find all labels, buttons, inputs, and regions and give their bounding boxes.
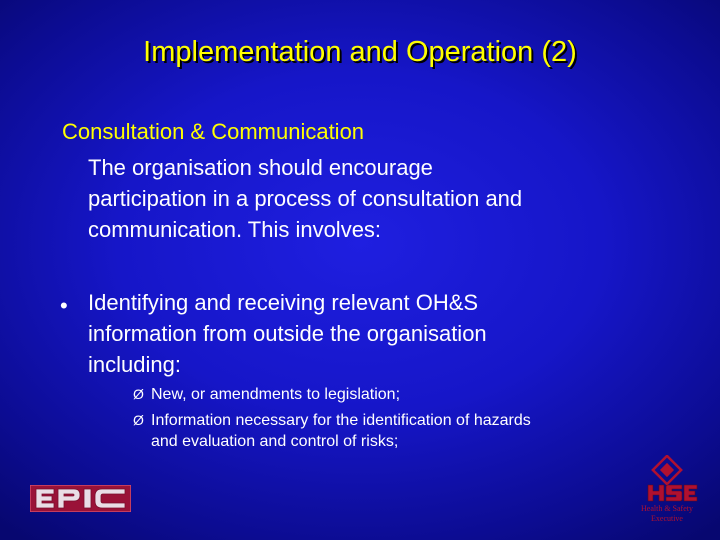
intro-paragraph [88,152,688,245]
sub-bullet-line: and evaluation and control of risks; [151,433,399,450]
hse-emblem-icon [622,455,712,527]
sub-bullet-line: New, or amendments to legislation; [151,386,401,403]
hse-subtext-1: Health & Safety [641,504,693,513]
slide-title: Implementation and Operation (2) [143,36,577,68]
sub-bullet-line: Information necessary for the identification of hazards [151,412,531,429]
sub-bullet-item [133,384,400,405]
hse-logo [622,455,712,527]
bullet-line: information from outside the organisation [88,321,487,346]
sub-bullet-item [133,410,531,452]
intro-line: communication. This involves: [88,217,382,242]
bullet-line: Identifying and receiving relevant OH&S [88,290,479,315]
bullet-icon: • [60,293,68,318]
intro-line: participation in a process of consultation and [88,186,523,211]
epic-logo [30,485,131,512]
bullet-line: including: [88,352,181,377]
arrow-bullet-icon: Ø [133,412,144,428]
arrow-bullet-icon: Ø [133,386,144,402]
bullet-item [88,287,688,380]
hse-subtext-2: Executive [651,514,683,523]
section-subheading: Consultation & Communication [62,119,365,144]
intro-line: The organisation should encourage [88,155,433,180]
